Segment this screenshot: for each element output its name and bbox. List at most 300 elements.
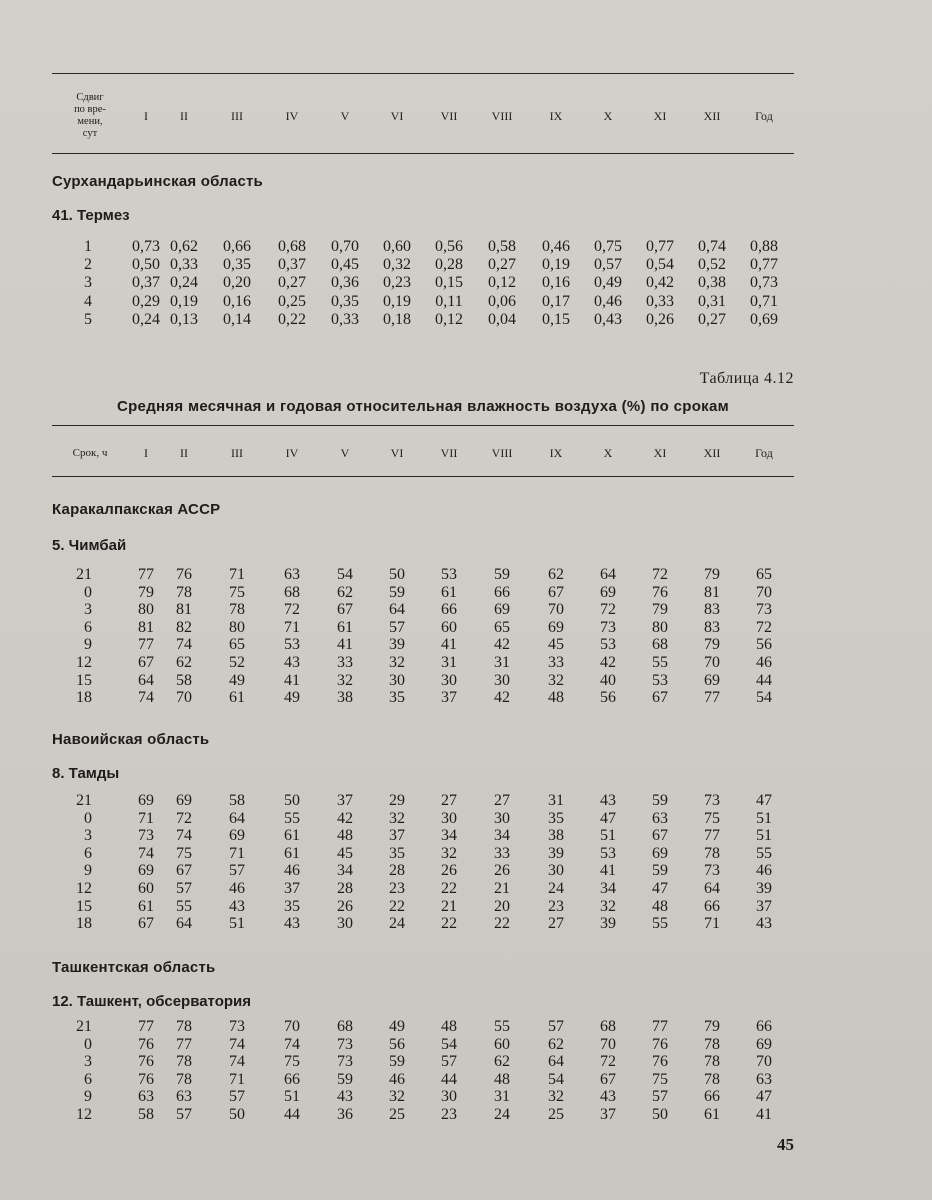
- value-cell: 43: [600, 1088, 616, 1106]
- value-cell: 78: [176, 1053, 192, 1071]
- value-cell: 80: [652, 618, 668, 636]
- value-cell: 62: [548, 1035, 564, 1053]
- value-cell: 39: [389, 636, 405, 654]
- row-label-cell: 6: [84, 618, 92, 636]
- value-cell: 72: [176, 809, 192, 827]
- table-row: [52, 810, 794, 827]
- value-cell: 76: [176, 566, 192, 583]
- month-column-header: Год: [755, 446, 773, 460]
- value-cell: 23: [389, 880, 405, 897]
- value-cell: 70: [548, 601, 564, 619]
- value-cell: 73: [337, 1053, 353, 1071]
- value-cell: 70: [600, 1035, 616, 1053]
- row-label-cell: 4: [84, 292, 92, 310]
- value-cell: 65: [494, 618, 510, 636]
- value-cell: 76: [138, 1070, 154, 1088]
- value-cell: 71: [138, 809, 154, 827]
- value-cell: 0,68: [278, 238, 306, 255]
- value-cell: 37: [756, 897, 772, 915]
- row-label-cell: 0: [84, 809, 92, 827]
- month-column-header: IV: [285, 446, 299, 460]
- value-cell: 24: [548, 880, 564, 897]
- value-cell: 77: [704, 827, 720, 845]
- value-cell: 42: [494, 636, 510, 654]
- value-cell: 54: [337, 566, 353, 583]
- value-cell: 0,37: [132, 274, 160, 292]
- value-cell: 64: [229, 809, 245, 827]
- value-cell: 35: [389, 689, 405, 707]
- value-cell: 51: [284, 1088, 300, 1106]
- value-cell: 69: [138, 792, 154, 809]
- value-cell: 31: [494, 1088, 510, 1106]
- value-cell: 63: [138, 1088, 154, 1106]
- value-cell: 20: [494, 897, 510, 915]
- month-column-header: I: [144, 446, 148, 460]
- value-cell: 64: [138, 671, 154, 689]
- row-label-cell: 15: [76, 671, 92, 689]
- value-cell: 67: [176, 862, 192, 880]
- value-cell: 0,19: [542, 256, 570, 274]
- value-cell: 61: [284, 827, 300, 845]
- value-cell: 0,06: [488, 292, 516, 310]
- value-cell: 45: [337, 844, 353, 862]
- value-cell: 0,69: [750, 310, 778, 328]
- value-cell: 69: [600, 583, 616, 601]
- value-cell: 0,31: [698, 292, 726, 310]
- value-cell: 34: [337, 862, 353, 880]
- value-cell: 66: [704, 897, 720, 915]
- value-cell: 0,70: [331, 238, 359, 255]
- row-label-cell: 3: [84, 601, 92, 619]
- month-column-header: X: [603, 109, 613, 123]
- value-cell: 78: [176, 1018, 192, 1035]
- value-cell: 66: [441, 601, 457, 619]
- value-cell: 77: [138, 1018, 154, 1035]
- value-cell: 32: [600, 897, 616, 915]
- value-cell: 72: [600, 1053, 616, 1071]
- row-label-cell: 12: [76, 1106, 92, 1123]
- value-cell: 70: [284, 1018, 300, 1035]
- value-cell: 44: [284, 1106, 300, 1123]
- value-cell: 30: [494, 671, 510, 689]
- month-column-header: V: [340, 446, 350, 460]
- value-cell: 73: [704, 792, 720, 809]
- value-cell: 70: [176, 689, 192, 707]
- value-cell: 34: [494, 827, 510, 845]
- value-cell: 68: [337, 1018, 353, 1035]
- value-cell: 44: [756, 671, 772, 689]
- value-cell: 26: [337, 897, 353, 915]
- value-cell: 63: [284, 566, 300, 583]
- value-cell: 75: [229, 583, 245, 601]
- value-cell: 0,15: [542, 310, 570, 328]
- value-cell: 60: [138, 880, 154, 897]
- value-cell: 41: [441, 636, 457, 654]
- table-row: [52, 1071, 794, 1088]
- value-cell: 50: [229, 1106, 245, 1123]
- table-row: [52, 827, 794, 844]
- value-cell: 71: [284, 618, 300, 636]
- value-cell: 56: [600, 689, 616, 707]
- value-cell: 55: [756, 844, 772, 862]
- value-cell: 67: [548, 583, 564, 601]
- value-cell: 77: [652, 1018, 668, 1035]
- value-cell: 0,46: [594, 292, 622, 310]
- value-cell: 21: [494, 880, 510, 897]
- value-cell: 0,74: [698, 238, 726, 255]
- value-cell: 75: [704, 809, 720, 827]
- value-cell: 77: [704, 689, 720, 707]
- value-cell: 30: [389, 671, 405, 689]
- row-label-cell: 1: [84, 238, 92, 255]
- month-column-header: I: [144, 109, 148, 123]
- value-cell: 26: [494, 862, 510, 880]
- value-cell: 25: [548, 1106, 564, 1123]
- row-label-cell: 6: [84, 844, 92, 862]
- value-cell: 39: [548, 844, 564, 862]
- value-cell: 59: [337, 1070, 353, 1088]
- region-title: Каракалпакская АССР: [52, 501, 221, 518]
- value-cell: 53: [284, 636, 300, 654]
- value-cell: 63: [176, 1088, 192, 1106]
- value-cell: 74: [176, 827, 192, 845]
- top-table-header: [52, 81, 794, 151]
- value-cell: 0,71: [750, 292, 778, 310]
- value-cell: 49: [229, 671, 245, 689]
- value-cell: 32: [337, 671, 353, 689]
- value-cell: 75: [284, 1053, 300, 1071]
- value-cell: 42: [337, 809, 353, 827]
- table-row: [52, 672, 794, 689]
- value-cell: 48: [441, 1018, 457, 1035]
- value-cell: 67: [138, 915, 154, 933]
- value-cell: 0,60: [383, 238, 411, 255]
- row-label-cell: 5: [84, 310, 92, 328]
- value-cell: 65: [229, 636, 245, 654]
- value-cell: 37: [284, 880, 300, 897]
- value-cell: 51: [600, 827, 616, 845]
- value-cell: 68: [652, 636, 668, 654]
- value-cell: 0,88: [750, 238, 778, 255]
- value-cell: 0,50: [132, 256, 160, 274]
- value-cell: 64: [176, 915, 192, 933]
- month-column-header: II: [180, 446, 188, 460]
- table-row: [52, 862, 794, 879]
- value-cell: 50: [389, 566, 405, 583]
- region-title: Ташкентская область: [52, 959, 216, 976]
- value-cell: 64: [600, 566, 616, 583]
- value-cell: 78: [704, 1035, 720, 1053]
- value-cell: 0,56: [435, 238, 463, 255]
- row-label-cell: 6: [84, 1070, 92, 1088]
- value-cell: 0,11: [435, 292, 463, 310]
- value-cell: 33: [337, 654, 353, 671]
- value-cell: 32: [389, 1088, 405, 1106]
- station-title: 5. Чимбай: [52, 537, 127, 554]
- region-title: Сурхандарьинская область: [52, 173, 263, 190]
- value-cell: 46: [756, 862, 772, 880]
- value-cell: 53: [441, 566, 457, 583]
- value-cell: 25: [389, 1106, 405, 1123]
- value-cell: 35: [548, 809, 564, 827]
- row-label-cell: 21: [76, 566, 92, 583]
- month-column-header: IX: [549, 446, 563, 460]
- value-cell: 67: [337, 601, 353, 619]
- value-cell: 34: [600, 880, 616, 897]
- value-cell: 29: [389, 792, 405, 809]
- value-cell: 73: [229, 1018, 245, 1035]
- table-row: [52, 845, 794, 862]
- value-cell: 73: [600, 618, 616, 636]
- value-cell: 0,25: [278, 292, 306, 310]
- table-caption: Таблица 4.12: [699, 370, 794, 387]
- value-cell: 69: [176, 792, 192, 809]
- value-cell: 72: [600, 601, 616, 619]
- value-cell: 57: [548, 1018, 564, 1035]
- month-column-header: XI: [653, 446, 667, 460]
- value-cell: 64: [389, 601, 405, 619]
- value-cell: 0,43: [594, 310, 622, 328]
- month-column-header: IX: [549, 109, 563, 123]
- value-cell: 76: [652, 583, 668, 601]
- second-table-header: [52, 430, 794, 476]
- value-cell: 0,18: [383, 310, 411, 328]
- value-cell: 0,35: [223, 256, 251, 274]
- value-cell: 79: [652, 601, 668, 619]
- value-cell: 72: [652, 566, 668, 583]
- table-row: [52, 274, 794, 291]
- value-cell: 47: [756, 1088, 772, 1106]
- row-label-cell: 2: [84, 256, 92, 274]
- shift-column-header: [52, 81, 128, 151]
- value-cell: 50: [652, 1106, 668, 1123]
- row-label-cell: 9: [84, 862, 92, 880]
- value-cell: 0,77: [750, 256, 778, 274]
- value-cell: 0,27: [698, 310, 726, 328]
- value-cell: 78: [229, 601, 245, 619]
- table-row: [52, 601, 794, 618]
- value-cell: 67: [652, 827, 668, 845]
- value-cell: 0,37: [278, 256, 306, 274]
- value-cell: 0,54: [646, 256, 674, 274]
- shift-header-line: мени,: [77, 116, 103, 127]
- value-cell: 62: [548, 566, 564, 583]
- value-cell: 32: [441, 844, 457, 862]
- value-cell: 32: [389, 809, 405, 827]
- table-row: [52, 1018, 794, 1035]
- value-cell: 24: [494, 1106, 510, 1123]
- value-cell: 59: [652, 792, 668, 809]
- value-cell: 46: [389, 1070, 405, 1088]
- station-title: 12. Ташкент, обсерватория: [52, 993, 252, 1010]
- table-row: [52, 238, 794, 255]
- value-cell: 39: [600, 915, 616, 933]
- value-cell: 64: [548, 1053, 564, 1071]
- value-cell: 0,26: [646, 310, 674, 328]
- value-cell: 0,49: [594, 274, 622, 292]
- value-cell: 39: [756, 880, 772, 897]
- station-title: 41. Термез: [52, 207, 130, 224]
- value-cell: 27: [441, 792, 457, 809]
- value-cell: 71: [229, 844, 245, 862]
- table-row: [52, 689, 794, 706]
- value-cell: 35: [389, 844, 405, 862]
- table-row: [52, 915, 794, 932]
- value-cell: 61: [138, 897, 154, 915]
- value-cell: 51: [756, 809, 772, 827]
- value-cell: 0,12: [435, 310, 463, 328]
- value-cell: 31: [548, 792, 564, 809]
- value-cell: 80: [138, 601, 154, 619]
- value-cell: 43: [600, 792, 616, 809]
- value-cell: 69: [494, 601, 510, 619]
- table-row: [52, 880, 794, 897]
- value-cell: 76: [138, 1053, 154, 1071]
- value-cell: 53: [600, 636, 616, 654]
- value-cell: 62: [176, 654, 192, 671]
- table-row: [52, 619, 794, 636]
- table-row: [52, 1036, 794, 1053]
- value-cell: 49: [284, 689, 300, 707]
- table-row: [52, 1053, 794, 1070]
- value-cell: 22: [389, 897, 405, 915]
- value-cell: 55: [494, 1018, 510, 1035]
- value-cell: 43: [756, 915, 772, 933]
- value-cell: 0,27: [488, 256, 516, 274]
- value-cell: 55: [284, 809, 300, 827]
- value-cell: 73: [337, 1035, 353, 1053]
- row-label-cell: 0: [84, 1035, 92, 1053]
- header-bottom-rule: [52, 153, 794, 154]
- month-column-header: III: [231, 446, 243, 460]
- value-cell: 78: [704, 844, 720, 862]
- value-cell: 22: [441, 915, 457, 933]
- row-label-cell: 3: [84, 827, 92, 845]
- value-cell: 0,38: [698, 274, 726, 292]
- value-cell: 28: [337, 880, 353, 897]
- value-cell: 53: [652, 671, 668, 689]
- value-cell: 77: [138, 566, 154, 583]
- value-cell: 73: [704, 862, 720, 880]
- value-cell: 52: [229, 654, 245, 671]
- table-row: [52, 584, 794, 601]
- value-cell: 0,73: [750, 274, 778, 292]
- shift-header-line: по вре-: [74, 104, 106, 115]
- value-cell: 81: [138, 618, 154, 636]
- value-cell: 27: [494, 792, 510, 809]
- value-cell: 38: [548, 827, 564, 845]
- value-cell: 83: [704, 601, 720, 619]
- value-cell: 30: [494, 809, 510, 827]
- value-cell: 0,27: [278, 274, 306, 292]
- month-column-header: XII: [703, 109, 721, 123]
- month-column-header: V: [340, 109, 350, 123]
- value-cell: 0,15: [435, 274, 463, 292]
- value-cell: 45: [548, 636, 564, 654]
- row-label-cell: 3: [84, 274, 92, 292]
- value-cell: 55: [652, 654, 668, 671]
- value-cell: 83: [704, 618, 720, 636]
- value-cell: 48: [494, 1070, 510, 1088]
- value-cell: 55: [652, 915, 668, 933]
- value-cell: 54: [441, 1035, 457, 1053]
- value-cell: 41: [284, 671, 300, 689]
- value-cell: 48: [652, 897, 668, 915]
- value-cell: 44: [441, 1070, 457, 1088]
- value-cell: 67: [652, 689, 668, 707]
- month-column-header: XI: [653, 109, 667, 123]
- value-cell: 42: [600, 654, 616, 671]
- value-cell: 33: [494, 844, 510, 862]
- value-cell: 22: [441, 880, 457, 897]
- value-cell: 0,20: [223, 274, 251, 292]
- value-cell: 69: [652, 844, 668, 862]
- shift-header-line: сут: [82, 128, 98, 139]
- value-cell: 57: [652, 1088, 668, 1106]
- value-cell: 57: [176, 1106, 192, 1123]
- value-cell: 54: [756, 689, 772, 707]
- table-row: [52, 1088, 794, 1105]
- value-cell: 41: [337, 636, 353, 654]
- table-row: [52, 792, 794, 809]
- month-column-header: VI: [390, 446, 404, 460]
- value-cell: 0,33: [331, 310, 359, 328]
- value-cell: 79: [704, 1018, 720, 1035]
- value-cell: 59: [494, 566, 510, 583]
- table-row: [52, 636, 794, 653]
- value-cell: 64: [704, 880, 720, 897]
- value-cell: 31: [441, 654, 457, 671]
- region-title: Навоийская область: [52, 731, 210, 748]
- value-cell: 53: [600, 844, 616, 862]
- value-cell: 62: [494, 1053, 510, 1071]
- value-cell: 0,42: [646, 274, 674, 292]
- value-cell: 0,77: [646, 238, 674, 255]
- month-column-header: XII: [703, 446, 721, 460]
- value-cell: 76: [138, 1035, 154, 1053]
- value-cell: 56: [389, 1035, 405, 1053]
- value-cell: 74: [229, 1053, 245, 1071]
- row-label-cell: 18: [76, 915, 92, 933]
- value-cell: 55: [176, 897, 192, 915]
- value-cell: 51: [229, 915, 245, 933]
- value-cell: 0,12: [488, 274, 516, 292]
- value-cell: 43: [284, 654, 300, 671]
- table-row: [52, 898, 794, 915]
- table-row: [52, 566, 794, 583]
- value-cell: 37: [600, 1106, 616, 1123]
- value-cell: 70: [756, 583, 772, 601]
- value-cell: 78: [704, 1070, 720, 1088]
- value-cell: 42: [494, 689, 510, 707]
- value-cell: 46: [229, 880, 245, 897]
- value-cell: 30: [441, 809, 457, 827]
- month-column-header: Год: [755, 109, 773, 123]
- month-column-header: VIII: [491, 109, 513, 123]
- value-cell: 72: [756, 618, 772, 636]
- value-cell: 51: [756, 827, 772, 845]
- value-cell: 21: [441, 897, 457, 915]
- value-cell: 37: [441, 689, 457, 707]
- value-cell: 74: [176, 636, 192, 654]
- month-column-header: III: [231, 109, 243, 123]
- value-cell: 78: [176, 583, 192, 601]
- header2-top-rule: [52, 425, 794, 426]
- value-cell: 78: [176, 1070, 192, 1088]
- value-cell: 57: [229, 862, 245, 880]
- value-cell: 80: [229, 618, 245, 636]
- value-cell: 0,73: [132, 238, 160, 255]
